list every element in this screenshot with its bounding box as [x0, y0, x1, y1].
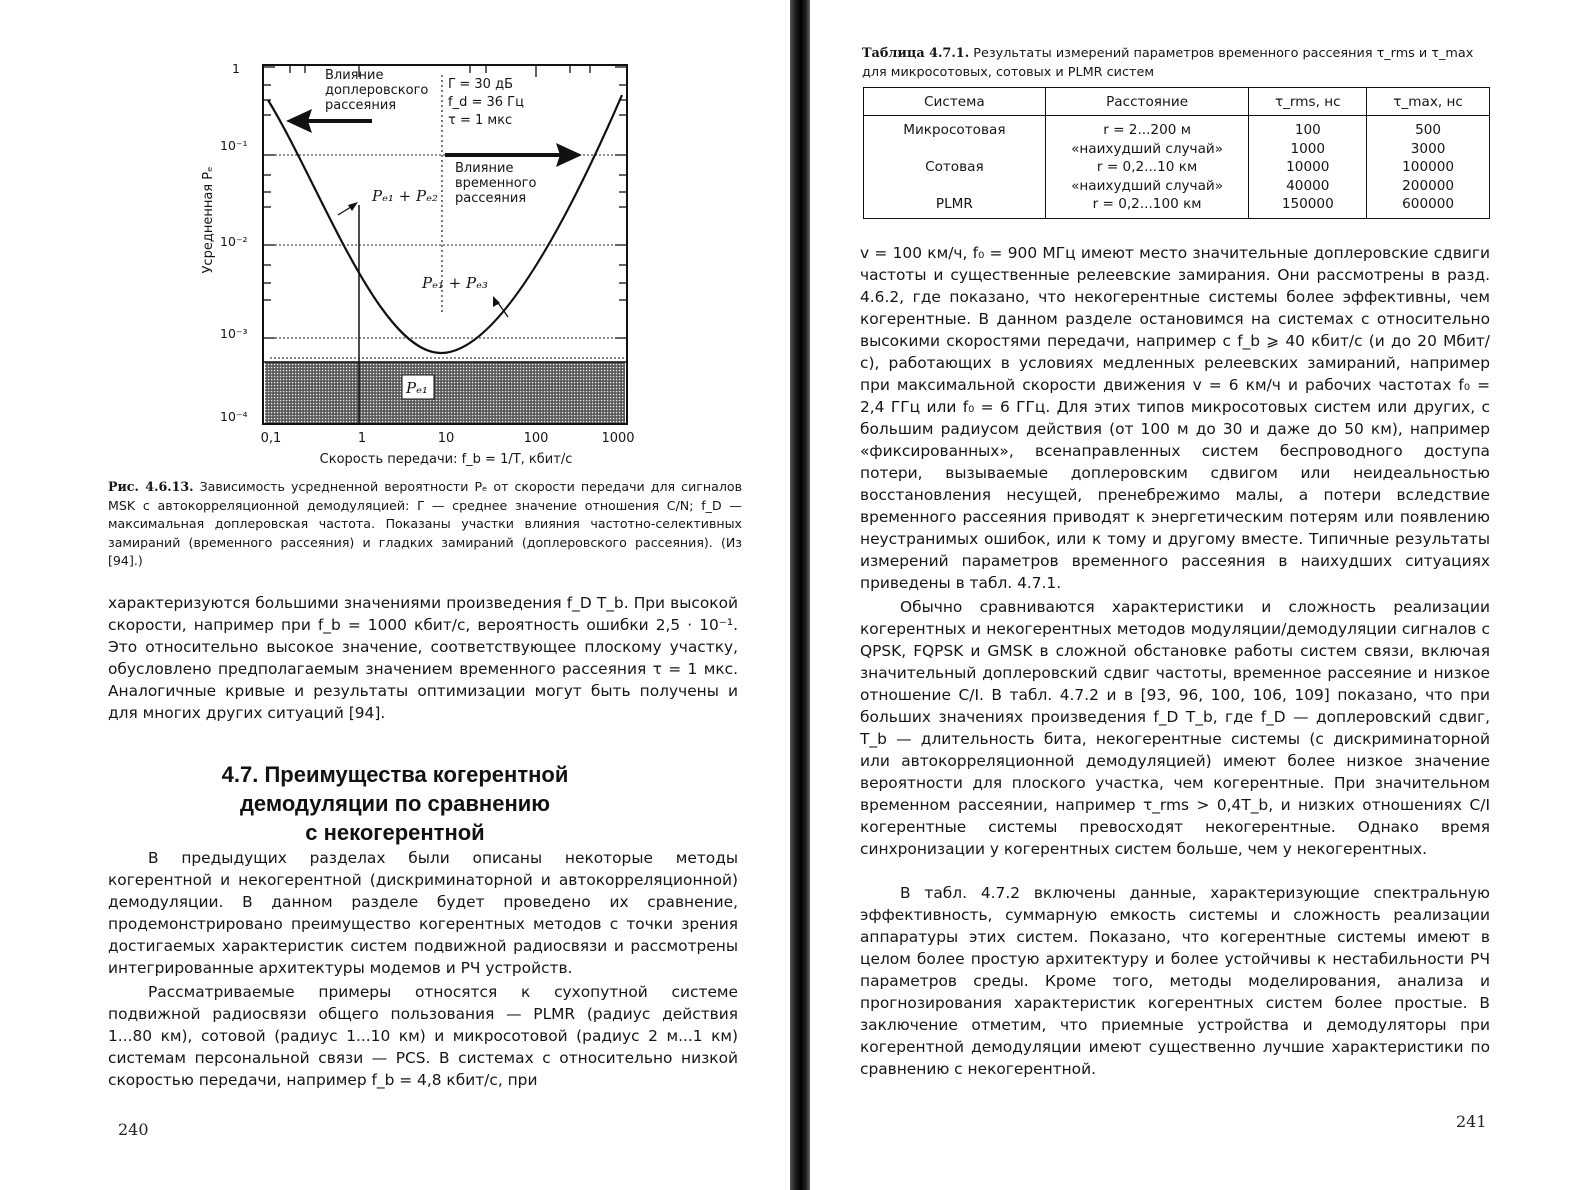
header-tmax: τ_max, нс	[1367, 88, 1490, 116]
header-distance: Расстояние	[1045, 88, 1249, 116]
param-gamma: Γ = 30 дБ	[448, 77, 513, 92]
table-row	[864, 116, 1490, 219]
system-name: PLMR	[935, 196, 973, 212]
system-name: Микросотовая	[903, 122, 1006, 138]
table-caption-lead: Таблица 4.7.1.	[862, 46, 970, 61]
x-tick-label: 1	[357, 431, 367, 446]
table-caption	[862, 44, 1502, 82]
distance-cell	[1045, 116, 1249, 219]
x-tick-label: 0,1	[260, 431, 282, 446]
tmax-value: 3000	[1410, 140, 1446, 157]
tmax-value: 100000	[1402, 159, 1455, 175]
trms-value: 100	[1294, 122, 1321, 138]
label-pe1: Pₑ₁	[406, 379, 428, 397]
left-paragraph-2: В предыдущих разделах были описаны некоторые методы когерентной и некогерентной (дискриминаторной и автокорреляционной) демодуляции. В данном разделе будет проведено их сравнение, продемонстрировано преимущество когерентных методов с точки зрения достигаемых характеристик систем подвижной радиосвязи и рассмотрены интегрированные архитектуры модемов и РЧ устройств.	[108, 849, 738, 977]
right-paragraph-2: Обычно сравниваются характеристики и сложность реализации когерентных и некогерентных методов модуляции/демодуляции сигналов с QPSK, FQPSK и GMSK в сложной обстановке работы систем связи, включая значительный доплеровский сдвиг частоты, временное рассеяние и низкое отношение C/I. В табл. 4.7.2 и в [93, 96, 100, 106, 109] показано, что при больших значениях произведения f_D T_b, где f_D — доплеровский сдвиг, T_b — длительность бита, некогерентные системы (с дискриминаторной или автокорреляционной демодуляцией) имеют более низкое значение вероятности для плоского участка, чем когерентные. При значительном временном рассеянии, например τ_rms > 0,4T_b, и низких отношениях C/I когерентные системы превосходят некогерентные. Однако время синхронизации у когерентных систем больше, чем у некогерентных.	[860, 598, 1490, 858]
doppler-note-line-3: рассеяния	[325, 98, 397, 113]
distance-value: r = 2...200 м	[1103, 122, 1191, 138]
timing-note-line-2: временного	[455, 176, 537, 191]
trms-value: 150000	[1281, 196, 1334, 212]
system-name: Сотовая	[925, 159, 984, 175]
right-paragraph-3: В табл. 4.7.2 включены данные, характеризующие спектральную эффективность, суммарную емкость системы и сложность реализации аппаратуры этих систем. Показано, что когерентные системы имеют в целом более простую архитектуру и более устойчивы к нестабильности РЧ параметров среды. Кроме того, методы моделирования, анализа и прогнозирования характеристик когерентных систем более простые. В заключение отметим, что приемные устройства и демодуляторы при когерентной демодуляции имеют существенно лучшие характеристики по сравнению с некогерентной.	[860, 884, 1490, 1078]
left-paragraph-1: характеризуются большими значениями произведения f_D T_b. При высокой скорости, например при f_b = 1000 кбит/с, вероятность ошибки 2,5 · 10⁻¹. Это относительно высокое значение, соответствующее плоскому участку, обусловлено предполагаемым значением временного рассеяния τ = 1 мкс. Аналогичные кривые и результаты оптимизации могут быть получены и для многих других ситуаций [94].	[108, 594, 738, 722]
x-tick-labels	[261, 431, 635, 446]
section-heading-line-1: 4.7. Преимущества когерентной	[221, 762, 569, 787]
system-name	[864, 140, 1045, 159]
trms-value: 40000	[1286, 177, 1330, 194]
horizontal-gridlines	[263, 155, 627, 338]
table-header-row	[864, 88, 1490, 116]
figure-caption	[108, 478, 742, 571]
header-trms: τ_rms, нс	[1249, 88, 1367, 116]
trms-value: 10000	[1286, 159, 1330, 175]
y-axis-label: Усредненная Pₑ	[201, 166, 216, 274]
label-pe12: Pₑ₁ + Pₑ₂	[372, 187, 438, 205]
system-cell	[864, 116, 1046, 219]
section-heading-line-2: демодуляции по сравнению	[239, 791, 551, 816]
doppler-note-line-1: Влияние	[325, 68, 384, 83]
trms-value: 1000	[1290, 140, 1326, 157]
tmax-value: 600000	[1402, 196, 1455, 212]
right-page	[810, 0, 1587, 1190]
error-probability-curve	[268, 95, 622, 353]
distance-value: «наихудший случай»	[1071, 177, 1224, 194]
distance-value: r = 0,2...10 км	[1096, 159, 1198, 175]
doppler-note-line-2: доплеровского	[325, 83, 429, 98]
page-number-left: 240	[118, 1120, 149, 1139]
figure-caption-text: Зависимость усредненной вероятности Pₑ от скорости передачи для сигналов MSK с автокорреляционной демодуляцией: Γ — среднее значение отношения C/N; f_D — максимальная доплеровская частота. Показаны участки влияния частотно-селективных замираний (временного рассеяния) и гладких замираний (доплеровского рассеяния). (Из [94].)	[108, 479, 742, 568]
left-paragraph-3: Рассматриваемые примеры относятся к сухопутной системе подвижной радиосвязи общего пользования — PLMR (радиус действия 1...80 км), сотовой (радиус 1...10 км) и микросотовой (радиус 2 м...1 км) системам персональной связи — PCS. В системах с относительно низкой скоростью передачи, например f_b = 4,8 кбит/с, при	[108, 983, 738, 1089]
figure-params	[448, 77, 528, 128]
x-tick-label: 1000	[601, 431, 635, 446]
pe12-pointer	[338, 202, 358, 215]
param-fd: f_d = 36 Гц	[448, 95, 524, 110]
tmax-cell	[1367, 116, 1490, 219]
distance-value: r = 0,2...100 км	[1092, 196, 1202, 212]
table-caption-text: Результаты измерений параметров временного рассеяния τ_rms и τ_max для микросотовых, сотовых и PLMR систем	[862, 46, 1474, 80]
trms-cell	[1249, 116, 1367, 219]
x-tick-label: 100	[523, 431, 549, 446]
pe1-floor-region	[265, 362, 625, 423]
y-tick-label: 10⁻¹	[220, 138, 248, 153]
y-tick-label: 10⁻³	[220, 326, 248, 341]
tmax-value: 200000	[1402, 177, 1455, 194]
y-tick-label: 10⁻²	[220, 234, 248, 249]
distance-value: «наихудший случай»	[1071, 140, 1224, 157]
header-system: Система	[864, 88, 1046, 116]
page-number-right: 241	[1456, 1112, 1487, 1131]
y-tick-labels	[220, 61, 248, 424]
system-name	[864, 177, 1045, 196]
y-tick-label: 10⁻⁴	[220, 409, 248, 424]
timing-note-line-1: Влияние	[455, 161, 514, 176]
x-axis-label: Скорость передачи: f_b = 1/T, кбит/с	[319, 452, 573, 467]
section-heading	[195, 760, 595, 847]
error-probability-figure	[190, 55, 650, 475]
param-tau: τ = 1 мкс	[448, 113, 513, 128]
book-spine	[790, 0, 810, 1190]
tmax-value: 500	[1415, 122, 1442, 138]
x-tick-label: 10	[437, 431, 455, 446]
label-pe13: Pₑ₁ + Pₑ₃	[422, 274, 488, 292]
timing-note-line-3: рассеяния	[455, 191, 527, 206]
y-tick-label: 1	[232, 61, 240, 76]
dispersion-table	[863, 87, 1490, 219]
section-heading-line-3: с некогерентной	[305, 820, 485, 845]
timing-note	[455, 161, 541, 206]
figure-caption-lead: Рис. 4.6.13.	[108, 479, 194, 494]
doppler-note	[325, 68, 433, 113]
right-paragraph-1: v = 100 км/ч, f₀ = 900 МГц имеют место значительные доплеровские сдвиги частоты и существенные релеевские замирания. Они рассмотрены в разд. 4.6.2, где показано, что некогерентные системы более эффективны, чем когерентные. В данном разделе остановимся на системах с относительно высокими скоростями передачи, например с f_b ⩾ 40 кбит/с (и до 20 Мбит/с), работающих в условиях медленных релеевских замираний, например при максимальной скорости движения v = 6 км/ч и рабочих частотах f₀ = 2,4 ГГц или f₀ = 6 ГГц. Для этих типов микросотовых систем или других, с большим радиусом действия (от 100 м до 30 и даже до 50 км), например «фиксированных», всенаправленных систем беспроводного доступа потери, вызываемые доплеровским сдвигом или неидеальностью восстановления несущей, пренебрежимо малы, а потери вследствие временного рассеяния приводят к энергетическим потерям или появлению неустранимых ошибок, или к тому и другому вместе. Типичные результаты измерений параметров временного рассеяния в наихудших ситуациях приведены в табл. 4.7.1.	[860, 244, 1490, 592]
left-page	[0, 0, 790, 1190]
